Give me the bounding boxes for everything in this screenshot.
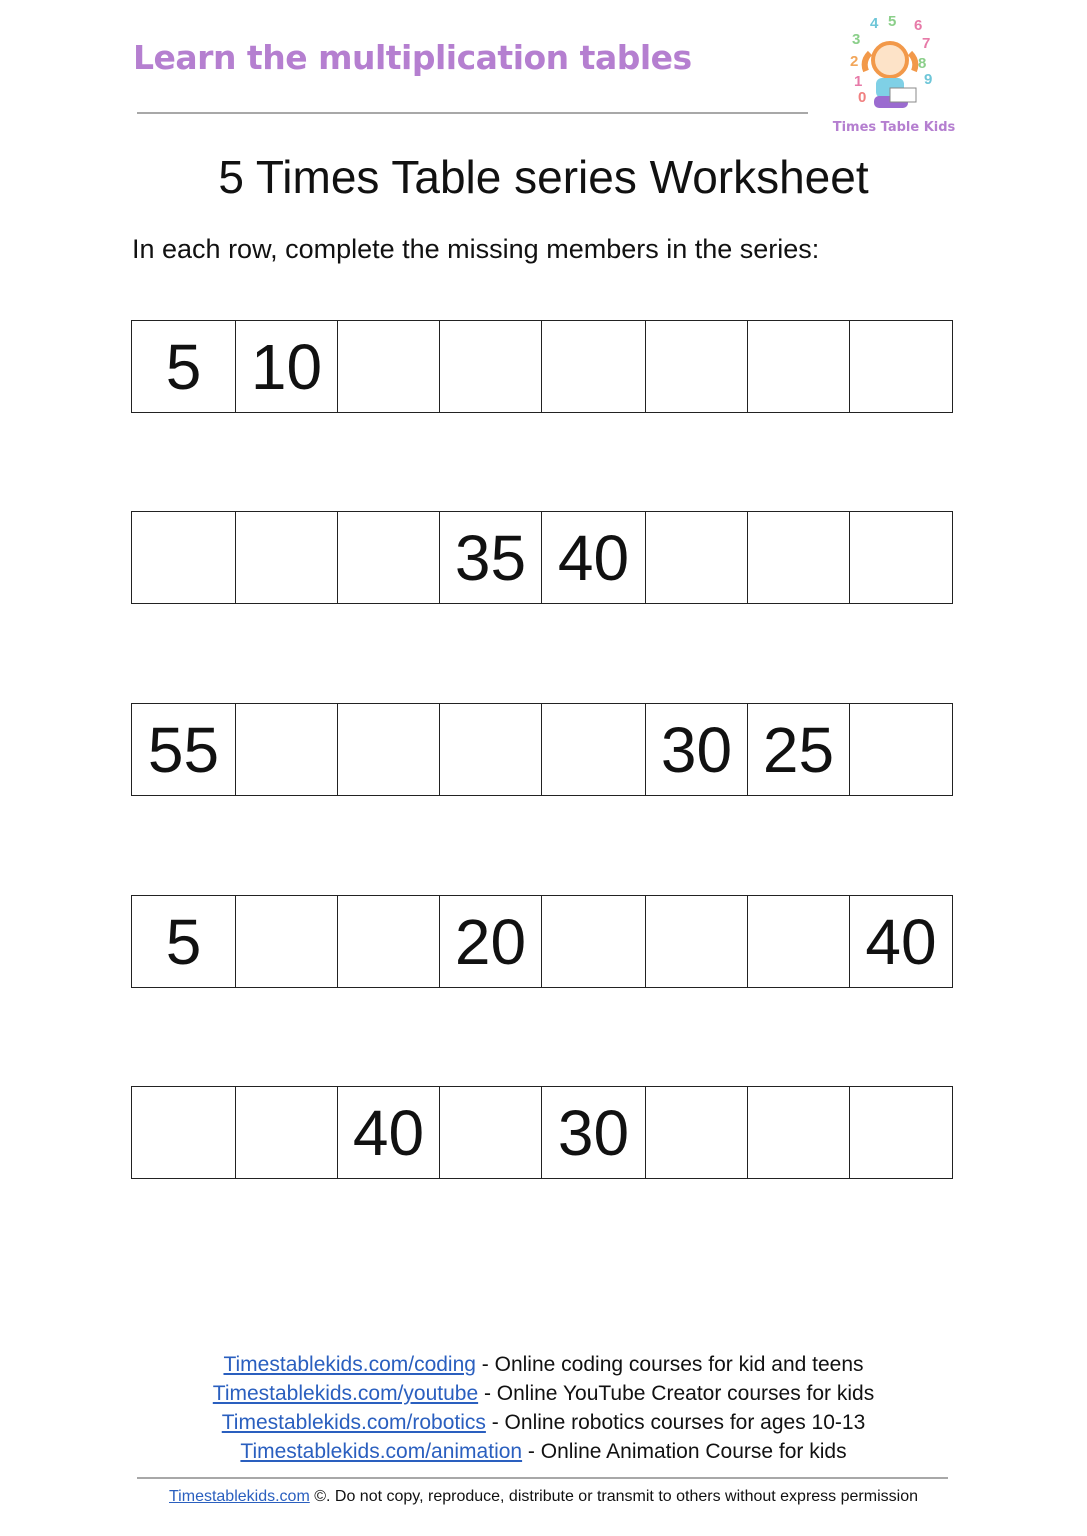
series-row bbox=[132, 511, 953, 604]
answer-cell[interactable] bbox=[645, 1086, 748, 1179]
footer-divider bbox=[137, 1477, 948, 1479]
footer-link-line bbox=[0, 1437, 1087, 1466]
answer-cell[interactable] bbox=[541, 703, 646, 796]
answer-cell[interactable] bbox=[131, 511, 236, 604]
brand-heading: Learn the multiplication tables bbox=[133, 38, 692, 77]
footer-link[interactable]: Timestablekids.com/robotics bbox=[221, 1411, 486, 1434]
given-number-cell: 20 bbox=[439, 895, 542, 988]
copyright-text: ©. Do not copy, reproduce, distribute or transmit to others without express permission bbox=[309, 1488, 918, 1505]
answer-cell[interactable] bbox=[439, 703, 542, 796]
answer-cell[interactable] bbox=[747, 1086, 850, 1179]
footer-link[interactable]: Timestablekids.com/youtube bbox=[212, 1382, 479, 1405]
answer-cell[interactable] bbox=[337, 320, 440, 413]
given-number-cell: 55 bbox=[131, 703, 236, 796]
footer-links bbox=[0, 1350, 1087, 1466]
given-number-cell: 30 bbox=[541, 1086, 646, 1179]
answer-cell[interactable] bbox=[337, 511, 440, 604]
footer-link-line bbox=[0, 1408, 1087, 1437]
svg-text:8: 8 bbox=[918, 55, 927, 72]
given-number-cell: 40 bbox=[541, 511, 646, 604]
given-number-cell: 30 bbox=[645, 703, 748, 796]
series-row bbox=[132, 320, 953, 413]
svg-text:9: 9 bbox=[924, 71, 933, 88]
svg-text:4: 4 bbox=[870, 15, 879, 32]
logo-illustration-icon bbox=[832, 8, 956, 134]
series-row bbox=[132, 895, 953, 988]
answer-cell[interactable] bbox=[337, 895, 440, 988]
answer-cell[interactable] bbox=[849, 1086, 953, 1179]
svg-text:0: 0 bbox=[858, 89, 867, 106]
svg-text:5: 5 bbox=[888, 13, 897, 30]
answer-cell[interactable] bbox=[439, 1086, 542, 1179]
footer-link-desc: - Online robotics courses for ages 10-13 bbox=[485, 1411, 866, 1434]
svg-text:1: 1 bbox=[854, 73, 863, 90]
answer-cell[interactable] bbox=[645, 511, 748, 604]
answer-cell[interactable] bbox=[645, 320, 748, 413]
given-number-cell: 10 bbox=[235, 320, 338, 413]
logo-text: Times Table Kids bbox=[832, 120, 956, 134]
copyright bbox=[0, 1488, 1087, 1506]
svg-text:2: 2 bbox=[850, 53, 859, 70]
footer-link-line bbox=[0, 1350, 1087, 1379]
answer-cell[interactable] bbox=[849, 703, 953, 796]
footer-link-desc: - Online coding courses for kid and teens bbox=[475, 1353, 864, 1376]
answer-cell[interactable] bbox=[235, 1086, 338, 1179]
footer-link[interactable]: Timestablekids.com/animation bbox=[240, 1440, 523, 1463]
given-number-cell: 40 bbox=[337, 1086, 440, 1179]
svg-text:3: 3 bbox=[852, 31, 861, 48]
answer-cell[interactable] bbox=[645, 895, 748, 988]
svg-text:7: 7 bbox=[922, 35, 931, 52]
footer-link-desc: - Online Animation Course for kids bbox=[522, 1440, 847, 1463]
given-number-cell: 40 bbox=[849, 895, 953, 988]
answer-cell[interactable] bbox=[849, 511, 953, 604]
series-row bbox=[132, 1086, 953, 1179]
given-number-cell: 5 bbox=[131, 895, 236, 988]
times-table-kids-logo bbox=[832, 8, 956, 134]
header-divider bbox=[137, 112, 808, 114]
answer-cell[interactable] bbox=[747, 511, 850, 604]
answer-cell[interactable] bbox=[541, 320, 646, 413]
footer-link-desc: - Online YouTube Creator courses for kids bbox=[478, 1382, 875, 1405]
answer-cell[interactable] bbox=[439, 320, 542, 413]
answer-cell[interactable] bbox=[747, 895, 850, 988]
copyright-link[interactable]: Timestablekids.com bbox=[169, 1488, 310, 1505]
answer-cell[interactable] bbox=[849, 320, 953, 413]
svg-text:6: 6 bbox=[914, 17, 923, 34]
answer-cell[interactable] bbox=[235, 895, 338, 988]
answer-cell[interactable] bbox=[235, 511, 338, 604]
footer-link[interactable]: Timestablekids.com/coding bbox=[223, 1353, 476, 1376]
answer-cell[interactable] bbox=[541, 895, 646, 988]
answer-cell[interactable] bbox=[747, 320, 850, 413]
given-number-cell: 35 bbox=[439, 511, 542, 604]
answer-cell[interactable] bbox=[235, 703, 338, 796]
answer-cell[interactable] bbox=[337, 703, 440, 796]
given-number-cell: 25 bbox=[747, 703, 850, 796]
given-number-cell: 5 bbox=[131, 320, 236, 413]
series-row bbox=[132, 703, 953, 796]
footer-link-line bbox=[0, 1379, 1087, 1408]
worksheet-title: 5 Times Table series Worksheet bbox=[218, 151, 869, 203]
instructions: In each row, complete the missing members in the series: bbox=[132, 234, 820, 264]
answer-cell[interactable] bbox=[131, 1086, 236, 1179]
